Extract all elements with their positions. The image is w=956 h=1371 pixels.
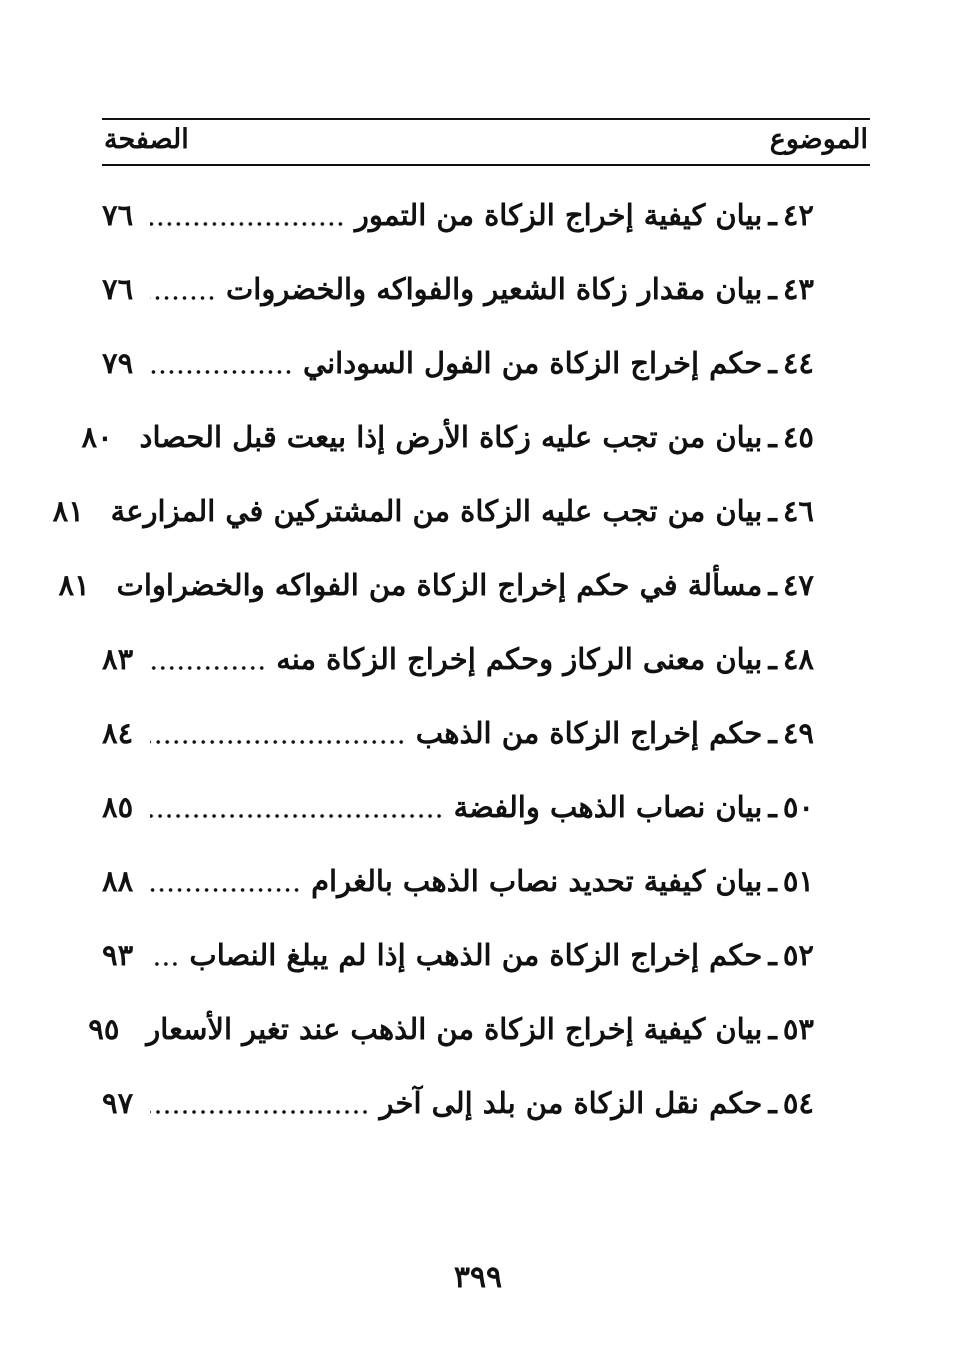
entry-title: بيان من تجب عليه زكاة الأرض إذا بيعت قبل الحصاد bbox=[139, 420, 763, 454]
entry-dash: ـ bbox=[768, 642, 777, 676]
entry-dash: ـ bbox=[768, 272, 777, 306]
entry-page-number: ٨٤ bbox=[102, 716, 134, 750]
entry-page-number: ٨٠ bbox=[81, 420, 113, 454]
entry-title: بيان كيفية تحديد نصاب الذهب بالغرام bbox=[311, 864, 763, 898]
toc-entry-42[interactable] bbox=[102, 178, 814, 252]
entry-title: حكم إخراج الزكاة من الذهب bbox=[415, 716, 763, 750]
entry-dash: ـ bbox=[768, 420, 777, 454]
entry-number: ٤٧ bbox=[782, 568, 814, 602]
entry-dash: ـ bbox=[768, 346, 777, 380]
entry-page-number: ٧٩ bbox=[102, 346, 134, 380]
toc-entry-46[interactable] bbox=[52, 474, 814, 548]
entry-page-number: ٨١ bbox=[58, 568, 90, 602]
entry-dash: ـ bbox=[768, 1012, 777, 1046]
entry-title: حكم إخراج الزكاة من الفول السوداني bbox=[302, 346, 763, 380]
entry-page-number: ٧٦ bbox=[102, 198, 134, 232]
dot-leader bbox=[150, 294, 216, 302]
entry-title: بيان كيفية إخراج الزكاة من التمور bbox=[354, 198, 763, 232]
toc-entry-52[interactable] bbox=[102, 918, 814, 992]
toc-entry-51[interactable] bbox=[102, 844, 814, 918]
toc-entry-43[interactable] bbox=[102, 252, 814, 326]
dot-leader bbox=[150, 664, 266, 672]
entry-page-number: ٧٦ bbox=[102, 272, 134, 306]
entry-page-number: ٩٧ bbox=[102, 1086, 134, 1120]
entry-title: مسألة في حكم إخراج الزكاة من الفواكه والخضراوات bbox=[116, 568, 763, 602]
topic-column-heading: الموضوع bbox=[769, 124, 868, 155]
entry-title: بيان معنى الركاز وحكم إخراج الزكاة منه bbox=[276, 642, 763, 676]
entry-number: ٥٣ bbox=[782, 1012, 814, 1046]
dot-leader bbox=[150, 738, 406, 746]
entry-page-number: ٨٨ bbox=[102, 864, 134, 898]
toc-entry-47[interactable] bbox=[58, 548, 814, 622]
dot-leader bbox=[150, 812, 444, 820]
entry-number: ٥٤ bbox=[782, 1086, 814, 1120]
entry-dash: ـ bbox=[768, 938, 777, 972]
entry-number: ٤٤ bbox=[782, 346, 814, 380]
page-column-heading: الصفحة bbox=[104, 124, 189, 155]
toc-entry-50[interactable] bbox=[102, 770, 814, 844]
entry-dash: ـ bbox=[768, 790, 777, 824]
dot-leader bbox=[150, 960, 179, 968]
entry-dash: ـ bbox=[768, 864, 777, 898]
dot-leader bbox=[150, 368, 293, 376]
toc-entry-54[interactable] bbox=[102, 1066, 814, 1140]
entry-dash: ـ bbox=[768, 568, 777, 602]
toc-entry-48[interactable] bbox=[102, 622, 814, 696]
table-of-contents bbox=[52, 178, 814, 1140]
entry-page-number: ٩٥ bbox=[88, 1012, 120, 1046]
entry-page-number: ٩٣ bbox=[102, 938, 134, 972]
entry-page-number: ٨١ bbox=[52, 494, 84, 528]
dot-leader bbox=[150, 220, 345, 228]
page-folio-number: ٣٩٩ bbox=[453, 1260, 503, 1295]
entry-number: ٥٢ bbox=[782, 938, 814, 972]
entry-number: ٥٠ bbox=[782, 790, 814, 824]
entry-number: ٤٩ bbox=[782, 716, 814, 750]
entry-number: ٤٣ bbox=[782, 272, 814, 306]
entry-title: حكم إخراج الزكاة من الذهب إذا لم يبلغ النصاب bbox=[189, 938, 763, 972]
dot-leader bbox=[150, 886, 301, 894]
entry-title: حكم نقل الزكاة من بلد إلى آخر bbox=[379, 1086, 763, 1120]
entry-number: ٤٢ bbox=[782, 198, 814, 232]
entry-dash: ـ bbox=[768, 716, 777, 750]
entry-number: ٤٨ bbox=[782, 642, 814, 676]
entry-dash: ـ bbox=[768, 1086, 777, 1120]
dot-leader bbox=[150, 1108, 370, 1116]
entry-page-number: ٨٣ bbox=[102, 642, 134, 676]
entry-title: بيان من تجب عليه الزكاة من المشتركين في المزارعة bbox=[110, 494, 763, 528]
toc-entry-49[interactable] bbox=[102, 696, 814, 770]
entry-title: بيان كيفية إخراج الزكاة من الذهب عند تغير الأسعار bbox=[146, 1012, 763, 1046]
entry-number: ٤٥ bbox=[782, 420, 814, 454]
entry-number: ٤٦ bbox=[782, 494, 814, 528]
toc-entry-53[interactable] bbox=[88, 992, 814, 1066]
entry-title: بيان نصاب الذهب والفضة bbox=[453, 790, 763, 824]
entry-title: بيان مقدار زكاة الشعير والفواكه والخضروات bbox=[225, 272, 763, 306]
entry-page-number: ٨٥ bbox=[102, 790, 134, 824]
toc-entry-45[interactable] bbox=[81, 400, 814, 474]
toc-header bbox=[102, 118, 870, 166]
entry-dash: ـ bbox=[768, 198, 777, 232]
entry-dash: ـ bbox=[768, 494, 777, 528]
entry-number: ٥١ bbox=[782, 864, 814, 898]
toc-entry-44[interactable] bbox=[102, 326, 814, 400]
